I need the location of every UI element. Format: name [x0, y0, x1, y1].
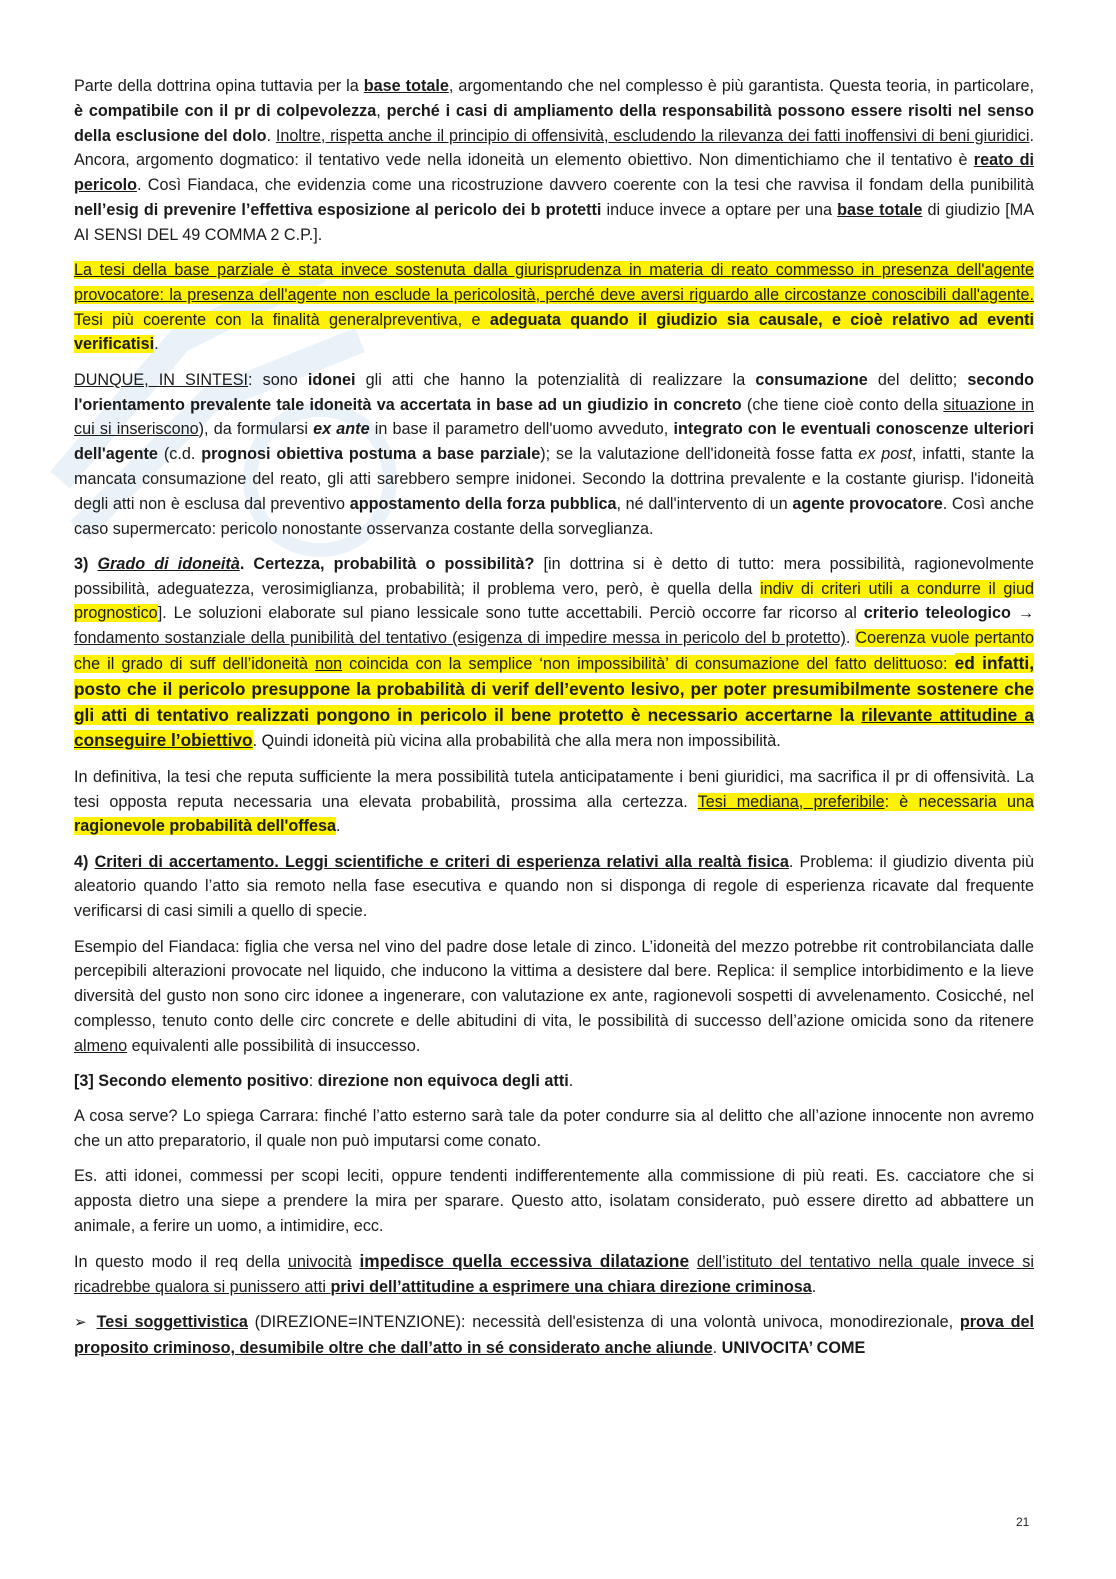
text: Inoltre, rispetta anche il principio di offensività, escludendo la rilevanza dei fatti inoffensivi di beni giuridici — [275, 126, 1030, 145]
text: 4) — [74, 852, 95, 871]
text: : sono — [248, 370, 308, 389]
text: ); se la valutazione dell'idoneità fosse fatta — [540, 445, 859, 464]
text: . — [568, 1071, 574, 1090]
text: base totale — [837, 200, 923, 219]
text: dell’istituto del tentativo nella quale invece si ricadrebbe qualora si punissero atti — [74, 1253, 1034, 1297]
text: base totale — [363, 77, 449, 95]
paragraph-base-totale — [74, 74, 1034, 248]
text: . Problema: il giudizio diventa più aleatorio quando l’atto sia remoto nella fase esecutiva e quando non si disponga di regole di esperienza ricavate dal frequente verificarsi di casi simili a quello di specie. — [74, 852, 1034, 921]
text: agente provocatore — [792, 494, 943, 513]
text: : — [308, 1071, 318, 1090]
text: : è necessaria una — [884, 792, 1034, 811]
paragraph-criteri-accertamento — [74, 850, 1034, 924]
text — [689, 1253, 697, 1271]
text: ex post — [858, 445, 912, 464]
text: è compatibile con il pr di colpevolezza — [74, 101, 377, 120]
text: . — [712, 1339, 722, 1358]
text: Esempio del Fiandaca: figlia che versa nel vino del padre dose letale di zinco. L’idoneità del mezzo potrebbe rit controbilanciata dalle percepibili alterazioni provocate nel liquido, che inducono la vittima a desistere dal bere. Replica: il semplice intorbidimento e la lieve diversità del gusto non sono circ idonee a ingenerare, con valutazione ex ante, ragionevoli sospetti di avvelenamento. Cosicché, nel complesso, tenuto conto delle circ concrete e delle abitudini di vita, le possibilità di successo dell’azione omicida sono da ritenere — [74, 937, 1034, 1030]
text: La tesi della base parziale è stata invece sostenuta dalla giurisprudenza in materia di reato commesso in presenza dell'agente provocatore: la presenza dell'agente non esclude la pericolosità, perché deve aversi riguardo alle circostanze conoscibili dall'agente. — [74, 261, 1034, 304]
text: ed infatti, posto che il pericolo presuppone la probabilità di verif dell’evento lesivo, per poter presumibilmente sostenere che gli atti di tentativo realizzati pongono in pericolo il bene protetto è necessario accertarne la — [74, 653, 1034, 725]
text: di giudizio [MA AI SENSI DEL 49 COMMA 2 C.P.]. — [74, 200, 1035, 244]
text: in base il parametro dell'uomo avveduto, — [369, 420, 674, 439]
text: adeguata quando il giudizio sia causale, e cioè relativo ad eventi verificatisi — [74, 310, 1034, 354]
text: . — [266, 126, 276, 145]
section-heading: Criteri di accertamento. Leggi scientifiche e criteri di esperienza relativi alla realtà fisica — [94, 852, 789, 871]
text: integrato con le eventuali conoscenze ulteriori dell'agente — [74, 420, 1034, 464]
text: non — [315, 655, 343, 674]
page-number: 21 — [1016, 1515, 1030, 1529]
text: In definitiva, la tesi che reputa sufficiente la mera possibilità tutela anticipatamente i beni giuridici, ma sacrifica il pr di offensività. La tesi opposta reputa necessaria una elevata probabilità, prossima alla certezza. — [74, 767, 1034, 811]
text: , argomentando che nel complesso è più garantista. Questa teoria, in particolare, — [448, 77, 1034, 95]
text: situazione in cui si inseriscono — [74, 395, 1034, 439]
text: fondamento sostanziale della punibilità del tentativo (esigenza di impedire messa in pericolo del b protetto) — [74, 629, 846, 648]
section-heading: [3] Secondo elemento positivo — [74, 1071, 309, 1090]
text: equivalenti alle possibilità di insuccesso. — [127, 1036, 421, 1055]
text: (DIREZIONE=INTENZIONE): necessità dell'esistenza di una volontà univoca, monodirezionale, — [247, 1313, 960, 1332]
text: Tesi più coerente con la finalità generalpreventiva, e — [74, 310, 490, 329]
text: privi dell’attitudine a esprimere una chiara direzione criminosa — [330, 1278, 812, 1297]
text: . — [154, 335, 159, 354]
text: reato di pericolo — [74, 151, 1034, 195]
text: , — [376, 101, 387, 120]
paragraph-grado-idoneita — [74, 552, 1034, 754]
text: Es. atti idonei, commessi per scopi leciti, oppure tendenti indifferentemente alla commissione di più reati. Es. cacciatore che si apposta dietro una siepe a prendere la mira per sparare. Questo atto, isolatam considerato, può essere diretto ad abbattere un animale, a ferire un uomo, a intimidire, ecc. — [74, 1167, 1034, 1235]
arrow-icon: → — [1010, 604, 1035, 623]
paragraph-univocita — [74, 1249, 1034, 1300]
text: impedisce quella eccessiva dilatazione — [359, 1251, 690, 1272]
text: nell’esig di prevenire l’effettiva esposizione al pericolo dei b protetti — [74, 200, 602, 219]
text: , né dall'intervento di un — [616, 494, 793, 513]
text: UNIVOCITA’ COME — [721, 1339, 866, 1358]
text: perché i casi di ampliamento della responsabilità possono essere risolti nel senso della esclusione del dolo — [74, 101, 1034, 145]
text: . — [811, 1278, 817, 1297]
text: ), da formularsi — [198, 420, 314, 439]
paragraph-secondo-elemento — [74, 1069, 1034, 1094]
text: ]. Le soluzioni elaborate sul piano lessicale sono tutte accettabili. Perciò occorre far ricorso al — [157, 604, 864, 623]
paragraph-definitiva — [74, 765, 1034, 839]
paragraph-tesi-soggettivistica — [74, 1310, 1034, 1361]
text: A cosa serve? Lo spiega Carrara: finché l’atto esterno sarà tale da poter condurre sia al delitto che all’azione innocente non avremo che un atto preparatorio, il quale non può imputarsi come conato. — [74, 1107, 1034, 1151]
text: appostamento della forza pubblica — [349, 494, 617, 513]
text: DUNQUE, IN SINTESI — [74, 370, 249, 389]
text: . Così Fiandaca, che evidenzia come una ricostruzione davvero coerente con la tesi che ravvisa il fondam della punibilità — [136, 176, 1034, 195]
text: (c.d. — [157, 445, 202, 464]
document-page — [74, 74, 1034, 1371]
paragraph-esempio-cacciatore — [74, 1164, 1034, 1238]
text: gli atti che hanno la potenzialità di realizzare la — [355, 370, 756, 389]
section-heading: Grado di idoneità — [97, 554, 240, 573]
text: prognosi obiettiva postuma a base parziale — [201, 445, 541, 464]
text: . — [336, 817, 341, 836]
paragraph-esempio-fiandaca — [74, 935, 1034, 1059]
text: [in dottrina si è detto di tutto: mera possibilità, ragionevolmente possibilità, adeguatezza, verosimiglianza, probabilità; il problema vero, però, è quella della — [74, 554, 1034, 598]
text: . — [845, 629, 856, 648]
text — [352, 1253, 360, 1271]
text: In questo modo il req della — [74, 1253, 288, 1272]
text: criterio teleologico — [863, 604, 1011, 623]
text: . Ancora, argomento dogmatico: il tentativo vede nella idoneità un elemento obiettivo. Non dimentichiamo che il tentativo è — [74, 126, 1034, 170]
paragraph-carrara — [74, 1104, 1034, 1154]
bullet-arrow-icon: ➢ — [74, 1314, 87, 1332]
text: idonei — [307, 370, 356, 389]
text: almeno — [74, 1036, 128, 1055]
text: . Certezza, probabilità o possibilità? — [239, 554, 535, 573]
text: . Così anche caso supermercato: pericolo nonostante osservanza costante della sorveglianza. — [74, 494, 1034, 538]
text: Coerenza vuole pertanto che il grado di suff dell’idoneità — [74, 629, 1035, 674]
text: univocità — [287, 1253, 352, 1272]
text: secondo l'orientamento prevalente tale idoneità va accertata in base ad un giudizio in concreto — [74, 370, 1034, 414]
text: prova del proposito criminoso, desumibile oltre che dall’atto in sé considerato anche aliunde — [74, 1313, 1035, 1358]
text: . Quindi idoneità più vicina alla probabilità che alla mera non impossibilità. — [252, 732, 781, 751]
text: , infatti, stante la mancata consumazione del reato, gli atti sarebbero sempre inidonei. Secondo la dottrina prevalente e la costante giurisp. l'idoneità degli atti non è esclusa dal preventivo — [74, 445, 1035, 513]
text: rilevante attitudine a conseguire l’obiettivo — [74, 704, 1034, 751]
text: coincida con la semplice ‘non impossibilità’ di consumazione del fatto delittuoso: — [342, 655, 955, 674]
text: 3) — [74, 554, 98, 573]
text: direzione non equivoca degli atti — [317, 1071, 569, 1090]
text: induce invece a optare per una — [601, 200, 838, 219]
text: ragionevole probabilità dell'offesa — [74, 817, 337, 836]
paragraph-base-parziale — [74, 258, 1034, 357]
text: consumazione — [755, 370, 868, 389]
text: del delitto; — [867, 370, 968, 389]
text: (che tiene cioè conto della — [741, 395, 944, 414]
text: ex ante — [313, 420, 370, 439]
text: Parte della dottrina opina tuttavia per la — [74, 77, 364, 95]
text: Tesi soggettivistica — [96, 1313, 248, 1332]
text: Tesi mediana, preferibile — [697, 792, 885, 811]
text: indiv di criteri utili a condurre il giud prognostico — [74, 579, 1034, 623]
paragraph-sintesi — [74, 368, 1034, 542]
